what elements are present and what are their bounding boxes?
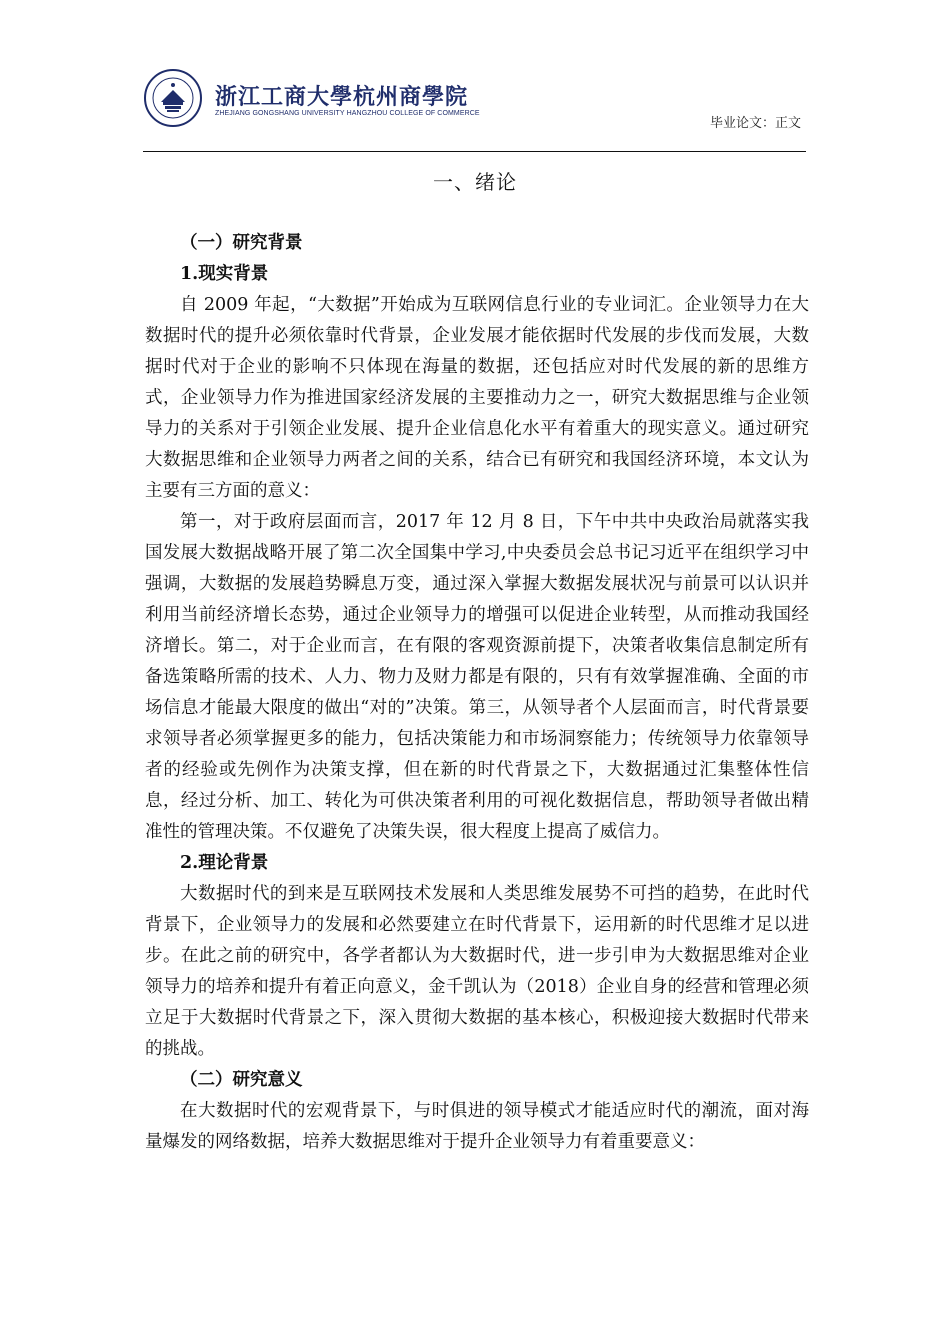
section-heading-research-significance: （二）研究意义 <box>180 1070 303 1090</box>
paragraph: 在大数据时代的宏观背景下，与时俱进的领导模式才能适应时代的潮流，面对海量爆发的网络数据，培养大数据思维对于提升企业领导力有着重要意义： <box>145 1101 809 1152</box>
subsection-heading-theoretical-background: 2.理论背景 <box>180 853 269 873</box>
main-content <box>145 228 809 1158</box>
paragraph: 第一，对于政府层面而言，2017 年 12 月 8 日，下午中共中央政治局就落实我国发展大数据战略开展了第二次全国集中学习,中央委员会总书记习近平在组织学习中强调，大数据的发展趋势瞬息万变，通过深入掌握大数据发展状况与前景可以认识并利用当前经济增长态势，通过企业领导力的增强可以促进企业转型，从而推动我国经济增长。第二，对于企业而言，在有限的客观资源前提下，决策者收集信息制定所有备选策略所需的技术、人力、物力及财力都是有限的，只有有效掌握准确、全面的市场信息才能最大限度的做出“对的”决策。第三，从领导者个人层面而言，时代背景要求领导者必须掌握更多的能力，包括决策能力和市场洞察能力；传统领导力依靠领导者的经验或先例作为决策支撑，但在新的时代背景之下，大数据通过汇集整体性信息，经过分析、加工、转化为可供决策者利用的可视化数据信息，帮助领导者做出精准性的管理决策。不仅避免了决策失误，很大程度上提高了威信力。 <box>145 512 809 842</box>
subsection-heading-practical-background: 1.现实背景 <box>180 264 269 284</box>
university-seal-icon <box>143 68 203 128</box>
chapter-title: 一、绪论 <box>433 170 517 194</box>
paragraph: 自 2009 年起，“大数据”开始成为互联网信息行业的专业词汇。企业领导力在大数据时代的提升必须依靠时代背景，企业发展才能依据时代发展的步伐而发展，大数据时代对于企业的影响不只体现在海量的数据，还包括应对时代发展的新的思维方式，企业领导力作为推进国家经济发展的主要推动力之一，研究大数据思维与企业领导力的关系对于引领企业发展、提升企业信息化水平有着重大的现实意义。通过研究大数据思维和企业领导力两者之间的关系，结合已有研究和我国经济环境，本文认为主要有三方面的意义： <box>145 295 809 501</box>
paragraph: 大数据时代的到来是互联网技术发展和人类思维发展势不可挡的趋势，在此时代背景下，企业领导力的发展和必然要建立在时代背景下，运用新的时代思维才足以进步。在此之前的研究中，各学者都认为大数据时代，进一步引申为大数据思维对企业领导力的培养和提升有着正向意义，金千凯认为（2018）企业自身的经营和管理必须立足于大数据时代背景之下，深入贯彻大数据的基本核心，积极迎接大数据时代带来的挑战。 <box>145 884 809 1059</box>
university-logo-text: 浙江工商大學杭州商學院 <box>215 84 469 110</box>
document-type-label: 毕业论文：正文 <box>709 116 801 131</box>
page-header <box>143 62 806 152</box>
section-heading-research-background: （一）研究背景 <box>180 233 303 253</box>
header-divider <box>143 151 806 152</box>
university-logo-english: ZHEJIANG GONGSHANG UNIVERSITY HANGZHOU COLLEGE OF COMMERCE <box>215 110 480 117</box>
